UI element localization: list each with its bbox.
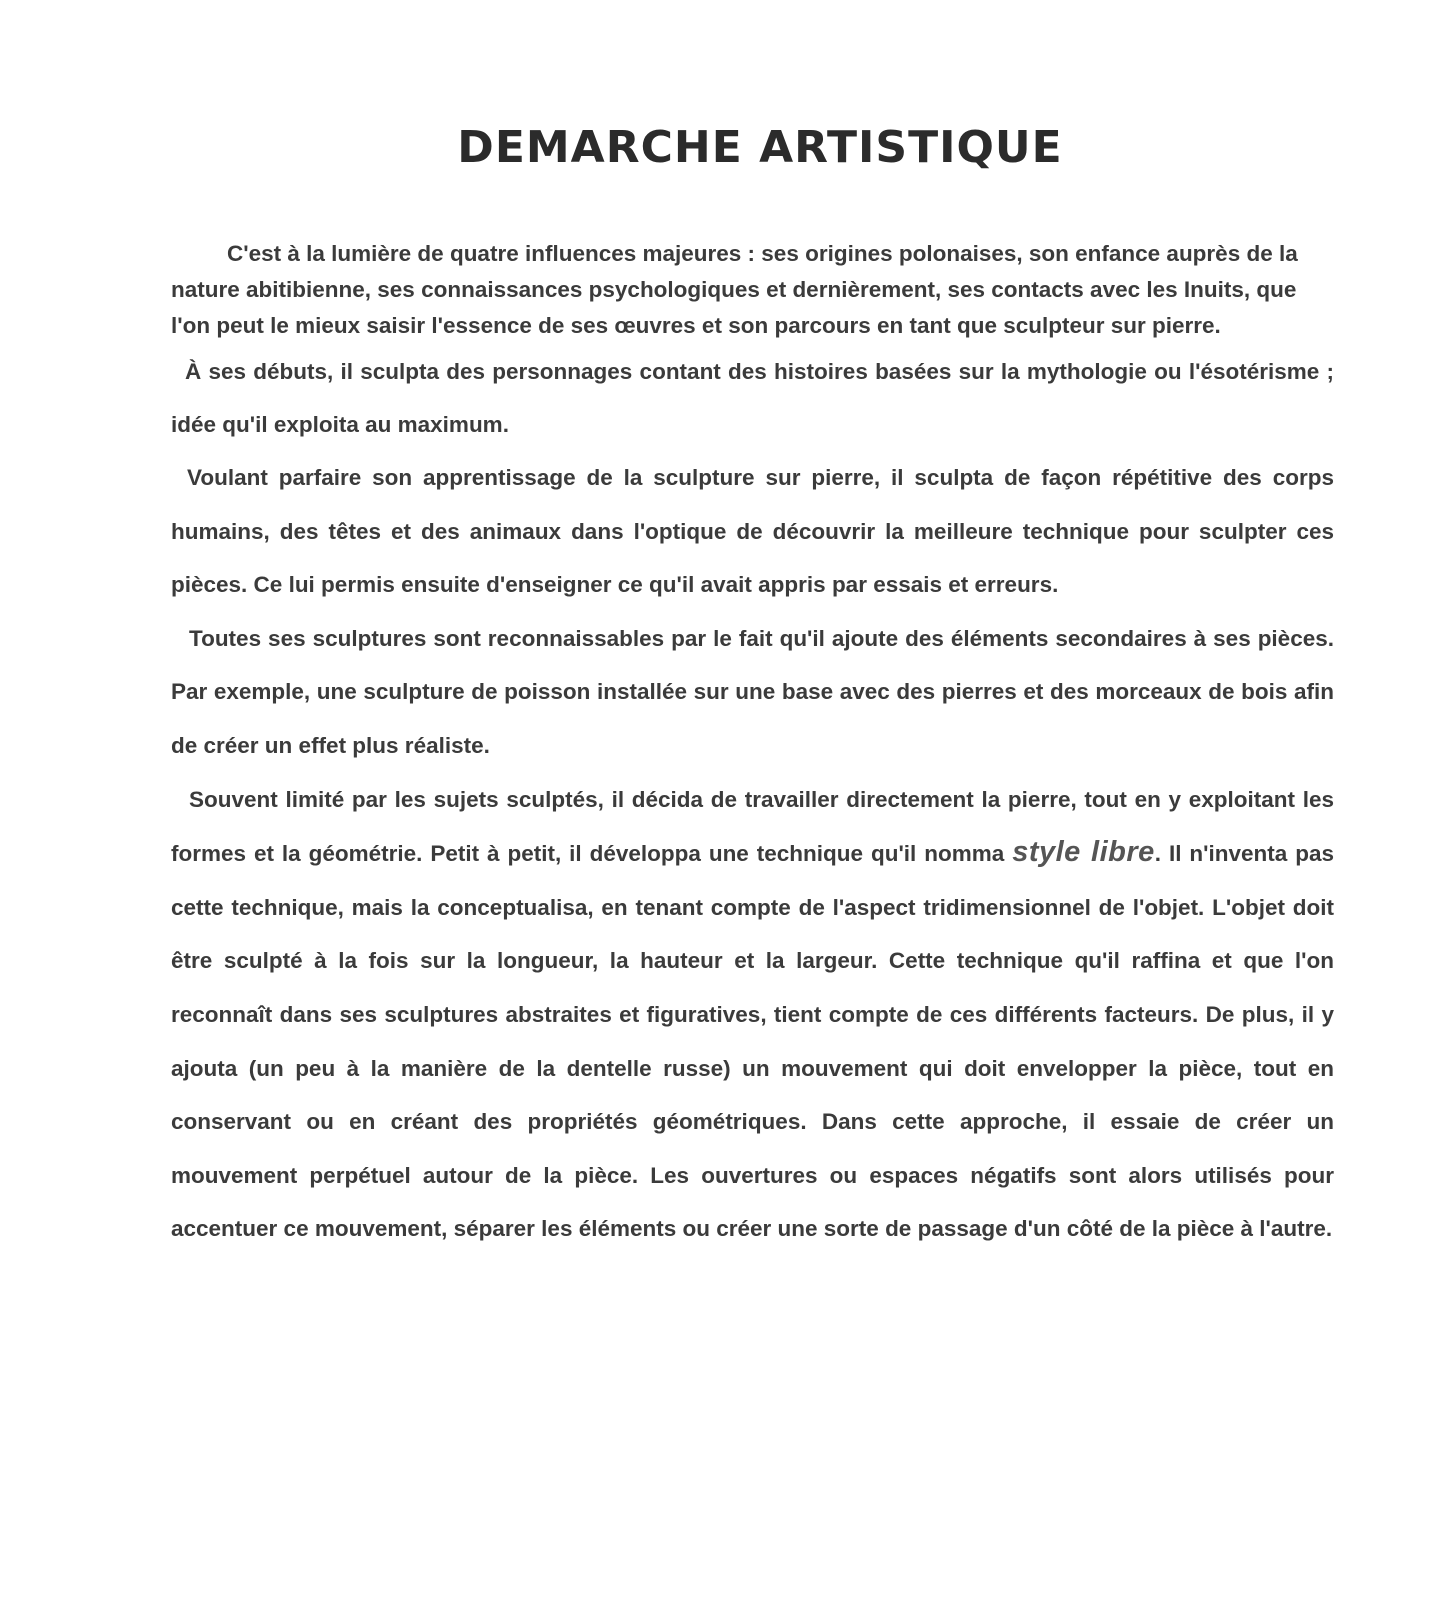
paragraph-elements-secondaires: Toutes ses sculptures sont reconnaissables par le fait qu'il ajoute des éléments secondaires à ses pièces. Par exemple, une sculpture de poisson installée sur une base avec des pierres et des morceaux de bois afin de créer un effet plus réaliste. (171, 625, 1334, 758)
document-body (171, 236, 1334, 1256)
style-libre-intro: Souvent limité par les sujets sculptés, il décida de travailler directement la pierre, tout en y exploitant les formes et la géométrie. Petit à petit, il développa une technique qu'il nomma (171, 786, 1334, 867)
style-libre-term: style libre (1012, 836, 1155, 869)
paragraph-apprentissage: Voulant parfaire son apprentissage de la sculpture sur pierre, il sculpta de façon répétitive des corps humains, des têtes et des animaux dans l'optique de découvrir la meilleure technique pour sculpter ces pièces. Ce lui permis ensuite d'enseigner ce qu'il avait appris par essais et erreurs. (171, 465, 1334, 598)
paragraph-influences: C'est à la lumière de quatre influences majeures : ses origines polonaises, son enfance auprès de la nature abitibienne, ses connaissances psychologiques et dernièrement, ses contacts avec les Inuits, que l'on peut le mieux saisir l'essence de ses œuvres et son parcours en tant que sculpteur sur pierre. (171, 241, 1298, 338)
paragraph-style-libre (171, 773, 1334, 1256)
page-title: DEMARCHE ARTISTIQUE (457, 122, 1063, 173)
style-libre-description: . Il n'inventa pas cette technique, mais la conceptualisa, en tenant compte de l'aspect tridimensionnel de l'objet. L'objet doit être sculpté à la fois sur la longueur, la hauteur et la largeur. Cette technique qu'il raffina et que l'on reconnaît dans ses sculptures abstraites et figuratives, tient compte de ces différents facteurs. De plus, il y ajouta (un peu à la manière de la dentelle russe) un mouvement qui doit envelopper la pièce, tout en conservant ou en créant des propriétés géométriques. Dans cette approche, il essaie de créer un mouvement perpétuel autour de la pièce. Les ouvertures ou espaces négatifs sont alors utilisés pour accentuer ce mouvement, séparer les éléments ou créer une sorte de passage d'un côté de la pièce à l'autre. (171, 841, 1334, 1242)
paragraph-debuts: À ses débuts, il sculpta des personnages contant des histoires basées sur la mythologie ou l'ésotérisme ; idée qu'il exploita au maximum. (171, 359, 1334, 437)
